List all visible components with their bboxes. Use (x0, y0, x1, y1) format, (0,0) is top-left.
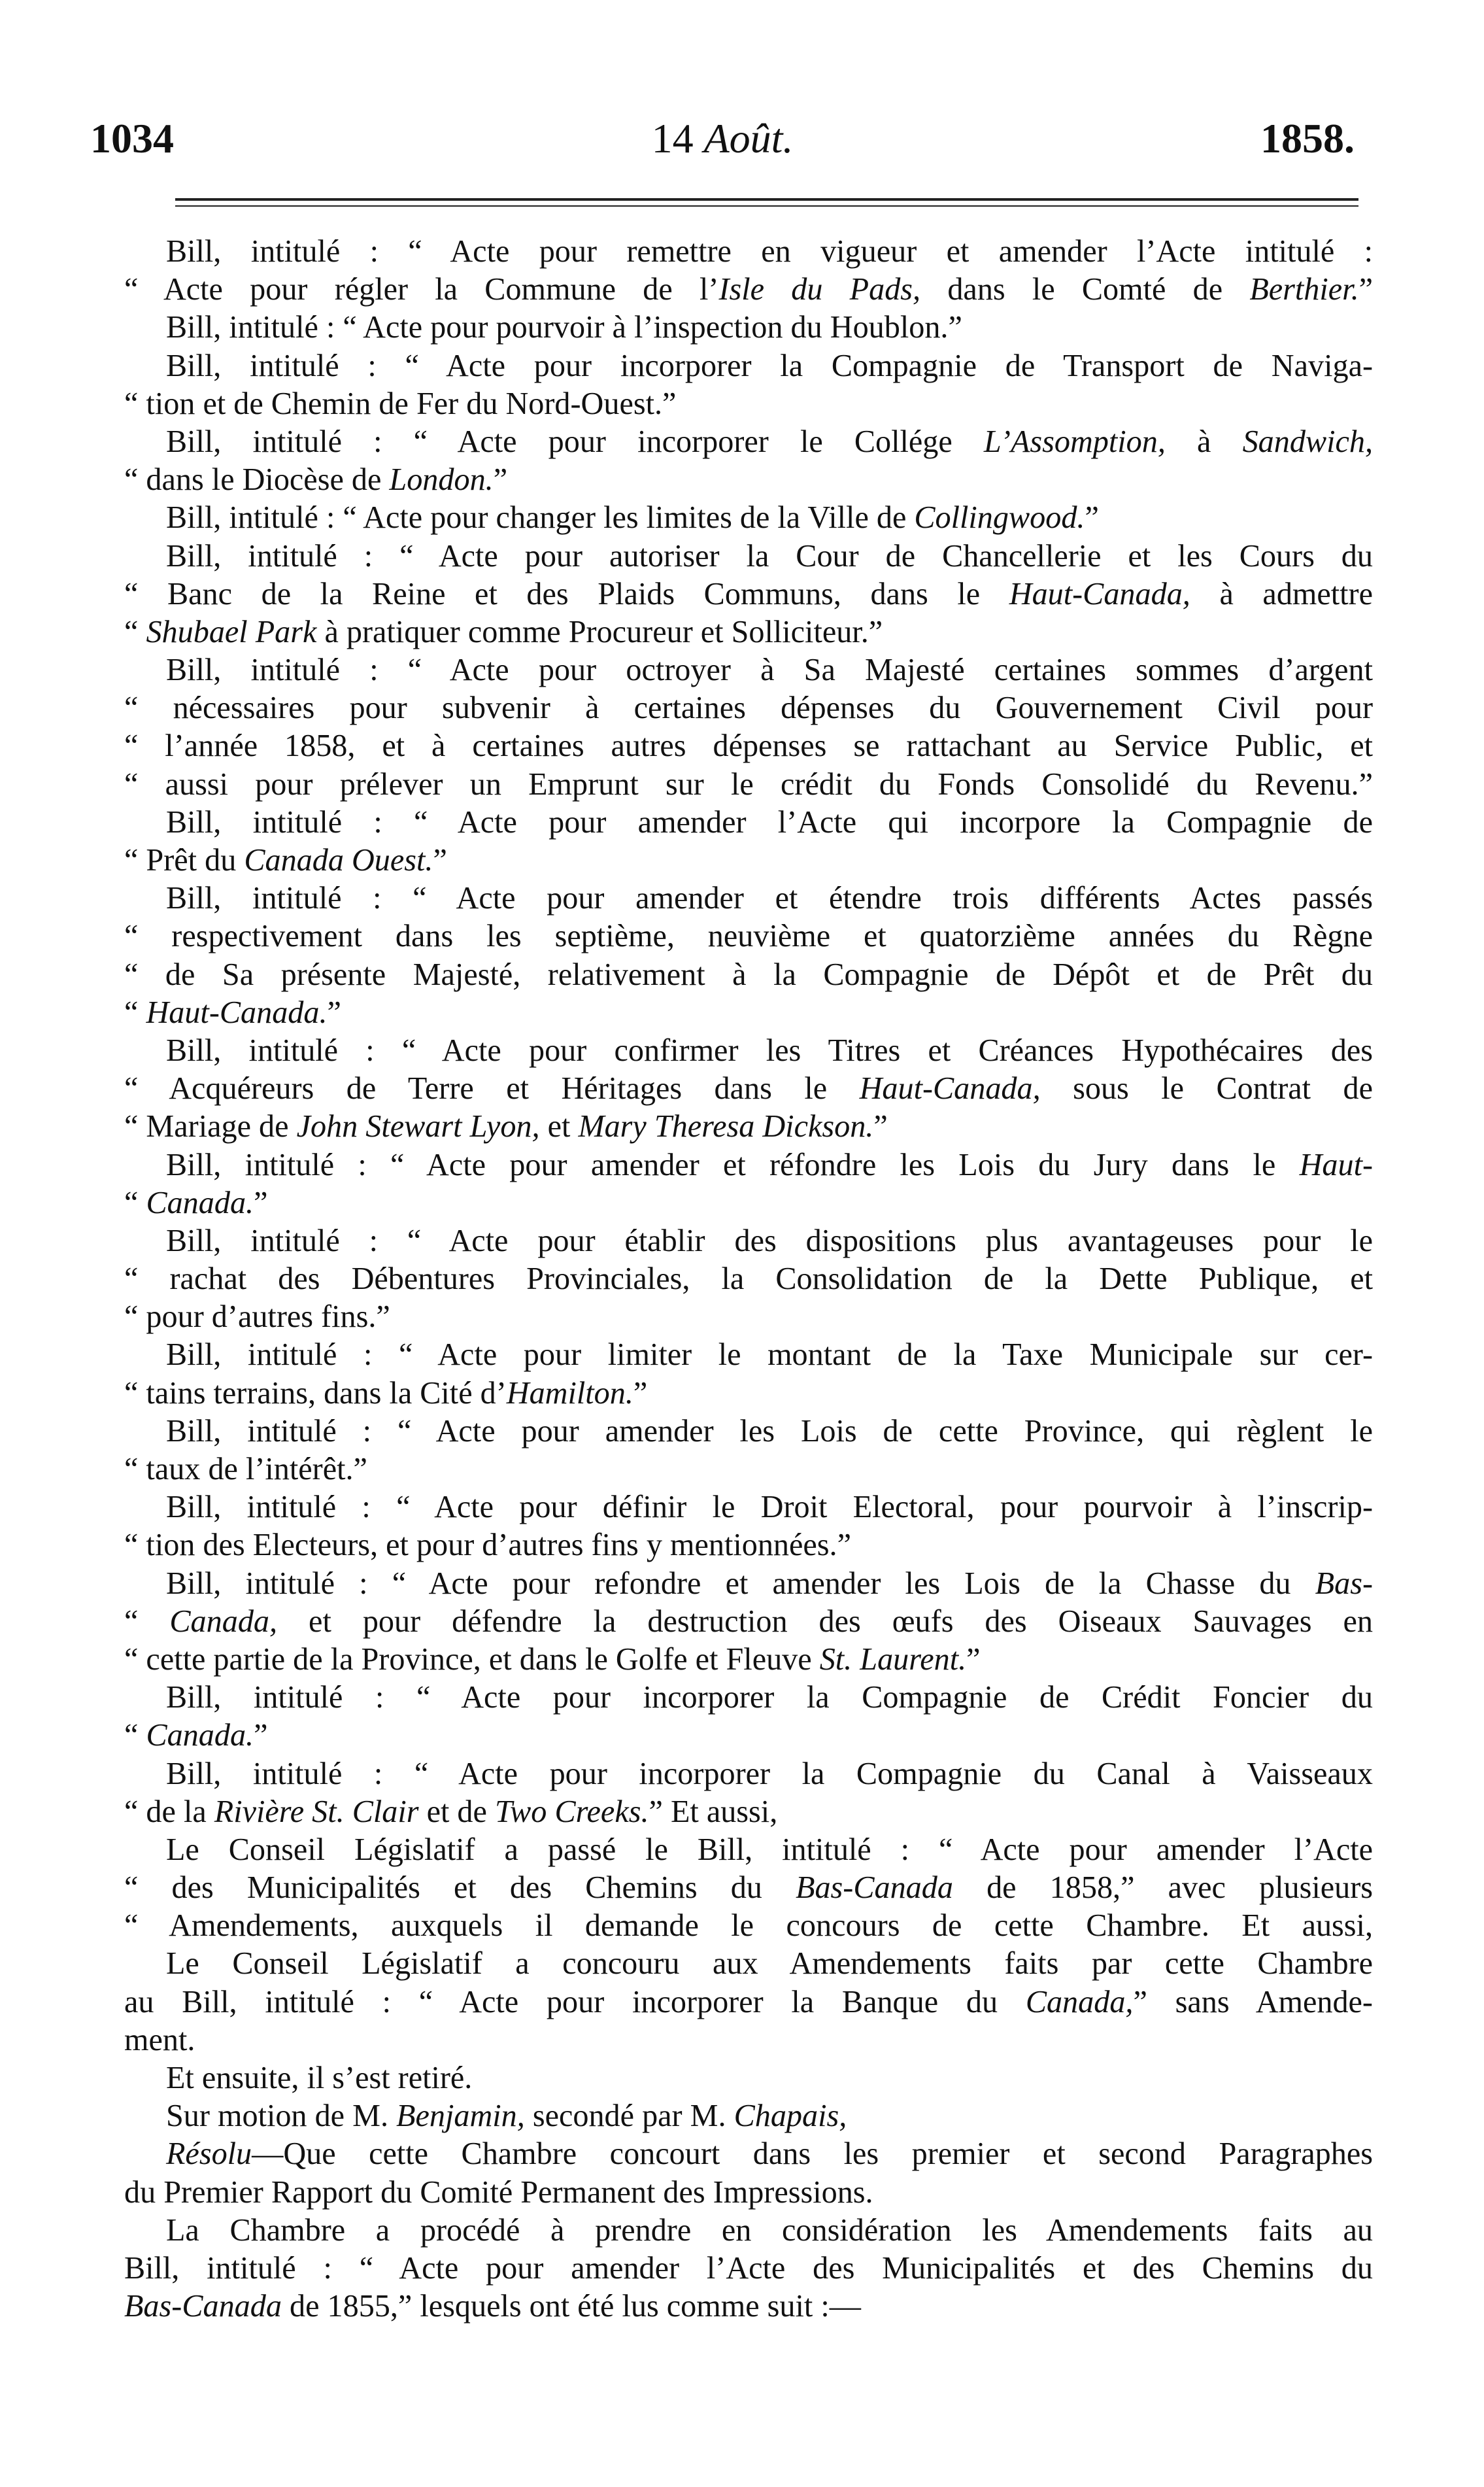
italic-text: John Stewart Lyon, (296, 1109, 540, 1144)
text-line (124, 1298, 1373, 1336)
text-segment: ” (433, 843, 447, 878)
italic-text: Sandwich, (1242, 424, 1373, 459)
text-segment: Bill, intitulé : “ Acte pour refondre et amender les Lois de la Chasse du (166, 1566, 1315, 1601)
text-line (124, 1945, 1373, 1983)
text-segment: Bill, intitulé : “ Acte pour amender l’Acte des Municipalités et des Chemins du (124, 2250, 1373, 2286)
italic-text: Collingwood. (914, 500, 1085, 536)
text-line (124, 1717, 1373, 1755)
text-segment: “ rachat des Débentures Provinciales, la Consolidation de la Dette Publique, et (124, 1261, 1373, 1297)
text-segment: Bill, intitulé : “ Acte pour remettre en vigueur et amender l’Acte intitulé : (166, 234, 1373, 269)
text-segment: “ respectivement dans les septième, neuvième et quatorzième années du Règne (124, 919, 1373, 954)
header-rule-thin (175, 205, 1358, 207)
text-line (124, 1565, 1373, 1603)
text-segment: à pratiquer comme Procureur et Solliciteur.” (316, 614, 883, 649)
text-segment: Sur motion de M. (166, 2099, 397, 2134)
text-segment: “ Mariage de (124, 1109, 297, 1144)
text-segment: et (539, 1109, 579, 1144)
text-segment: —Que cette Chambre concourt dans les premier et second Paragraphes (252, 2136, 1373, 2172)
text-segment: Bill, intitulé : “ Acte pour autoriser la Cour de Chancellerie et les Cours du (166, 538, 1373, 574)
text-segment: Bill, intitulé : “ Acte pour incorporer la Compagnie de Crédit Foncier du (166, 1680, 1373, 1715)
text-segment: “ Acte pour régler la Commune de l’ (124, 272, 719, 307)
text-line (124, 613, 1373, 651)
italic-text: Haut-Canada, (859, 1071, 1041, 1106)
italic-text: Bas- (1315, 1566, 1373, 1601)
italic-text: Hamilton. (506, 1375, 633, 1411)
text-segment: “ cette partie de la Province, et dans le Golfe et Fleuve (124, 1641, 820, 1677)
text-line (124, 1983, 1373, 2021)
text-line (124, 2059, 1373, 2097)
text-segment: Bill, intitulé : “ Acte pour octroyer à Sa Majesté certaines sommes d’argent (166, 653, 1373, 688)
text-segment: ” (633, 1375, 648, 1411)
text-segment: Et ensuite, il s’est retiré. (166, 2061, 473, 2095)
text-line (124, 880, 1373, 918)
text-line (124, 689, 1373, 727)
text-line (124, 727, 1373, 765)
text-segment: “ (124, 1185, 146, 1220)
text-line (124, 804, 1373, 842)
italic-text: Isle du Pads, (718, 272, 921, 307)
text-segment: Bill, intitulé : “ Acte pour incorporer le Collége (166, 424, 984, 459)
text-line (124, 1222, 1373, 1260)
header-date (90, 112, 1355, 165)
italic-text: Two Creeks. (494, 1794, 649, 1829)
text-segment: Bill, intitulé : “ Acte pour incorporer la Compagnie de Transport de Naviga- (166, 348, 1373, 383)
text-line (124, 347, 1373, 385)
text-segment: Bill, intitulé : “ Acte pour amender et étendre trois différents Actes passés (166, 881, 1373, 916)
text-line (124, 1488, 1373, 1526)
italic-text: Canada, (1025, 1984, 1134, 2019)
text-line (124, 2212, 1373, 2250)
journal-text (124, 233, 1373, 2325)
italic-text: Haut- (1299, 1147, 1373, 1182)
text-segment: “ de Sa présente Majesté, relativement à la Compagnie de Dépôt et de Prêt du (124, 957, 1373, 992)
page-number: 1034 (90, 115, 174, 162)
text-line (124, 2021, 1373, 2059)
text-segment: “ Acquéreurs de Terre et Héritages dans le (124, 1071, 860, 1106)
text-line (124, 2174, 1373, 2212)
text-line (124, 842, 1373, 880)
text-segment: “ nécessaires pour subvenir à certaines dépenses du Gouvernement Civil pour (124, 691, 1373, 726)
text-segment: “ tion et de Chemin de Fer du Nord-Ouest.” (124, 386, 677, 421)
text-line (124, 271, 1373, 309)
text-segment: “ l’année 1858, et à certaines autres dépenses se rattachant au Service Public, et (124, 729, 1373, 764)
text-segment: Bill, intitulé : “ Acte pour amender et réfondre les Lois du Jury dans le (166, 1147, 1300, 1182)
text-line (124, 956, 1373, 994)
text-segment: “ (124, 995, 146, 1030)
text-line (124, 1831, 1373, 1869)
text-line (124, 1108, 1373, 1146)
text-line (124, 2250, 1373, 2288)
text-segment: “ de la (124, 1794, 214, 1829)
italic-text: Benjamin, (396, 2099, 525, 2134)
text-line (124, 651, 1373, 689)
text-segment: “ aussi pour prélever un Emprunt sur le crédit du Fonds Consolidé du Revenu.” (124, 766, 1373, 802)
text-segment: dans le Comté de (920, 272, 1250, 307)
text-line (124, 1755, 1373, 1793)
text-segment: ment. (124, 2022, 195, 2057)
italic-text: Haut-Canada. (146, 995, 328, 1030)
italic-text: L’Assomption, (983, 424, 1166, 459)
text-segment: “ Prêt du (124, 843, 245, 878)
text-segment: “ Amendements, auxquels il demande le concours de cette Chambre. Et aussi, (124, 1908, 1373, 1944)
header-day: 14 (651, 115, 694, 162)
text-segment: ” (1085, 500, 1099, 536)
italic-text: Chapais, (734, 2099, 847, 2134)
italic-text: Shubael Park (146, 614, 317, 649)
text-segment: “ tains terrains, dans la Cité d’ (124, 1375, 507, 1411)
header-month: Août. (703, 115, 794, 162)
text-line (124, 499, 1373, 537)
text-segment: Bill, intitulé : “ Acte pour incorporer la Compagnie du Canal à Vaisseaux (166, 1756, 1373, 1791)
text-line (124, 2097, 1373, 2135)
text-segment: “ pour d’autres fins.” (124, 1299, 390, 1335)
text-segment: de 1855,” lesquels ont été lus comme suit :— (281, 2289, 861, 2324)
text-segment: ” (254, 1185, 268, 1220)
text-segment: ” Et aussi, (649, 1794, 778, 1829)
text-segment: et pour défendre la destruction des œufs des Oiseaux Sauvages en (277, 1604, 1374, 1639)
text-line (124, 2288, 1373, 2325)
text-line (124, 461, 1373, 499)
text-segment: à (1165, 424, 1243, 459)
text-segment: au Bill, intitulé : “ Acte pour incorporer la Banque du (124, 1984, 1026, 2019)
text-line (124, 1260, 1373, 1298)
text-line (124, 538, 1373, 575)
italic-text: Haut-Canada, (1009, 576, 1190, 611)
header-year: 1858. (1260, 115, 1355, 162)
text-segment: “ (124, 614, 146, 649)
text-segment: et de (418, 1794, 495, 1829)
text-line (124, 1184, 1373, 1222)
text-line (124, 1413, 1373, 1450)
text-line (124, 1336, 1373, 1374)
text-segment: à admettre (1190, 576, 1373, 611)
text-segment: “ dans le Diocèse de (124, 462, 390, 498)
text-segment: de 1858,” avec plusieurs (953, 1870, 1373, 1906)
text-segment: “ (124, 1604, 170, 1639)
text-line (124, 1641, 1373, 1679)
italic-text: Berthier. (1249, 272, 1359, 307)
text-segment: ” (327, 995, 341, 1030)
text-line (124, 233, 1373, 271)
text-line (124, 1032, 1373, 1070)
text-segment: Le Conseil Législatif a concouru aux Amendements faits par cette Chambre (166, 1946, 1373, 1981)
text-segment: Bill, intitulé : “ Acte pour pourvoir à l’inspection du Houblon.” (166, 310, 962, 345)
text-line (124, 385, 1373, 423)
text-segment: Bill, intitulé : “ Acte pour limiter le montant de la Taxe Municipale sur cer- (166, 1337, 1373, 1373)
text-segment: du Premier Rapport du Comité Permanent des Impressions. (124, 2174, 873, 2210)
text-segment: Bill, intitulé : “ Acte pour établir des dispositions plus avantageuses pour le (166, 1223, 1373, 1258)
text-segment: La Chambre a procédé à prendre en considération les Amendements faits au (166, 2212, 1373, 2248)
text-line (124, 1375, 1373, 1413)
header-rule (175, 198, 1358, 201)
italic-text: Canada. (146, 1185, 254, 1220)
text-line (124, 1869, 1373, 1907)
text-segment: ” (254, 1718, 268, 1753)
text-segment: Bill, intitulé : “ Acte pour définir le Droit Electoral, pour pourvoir à l’inscrip- (166, 1490, 1373, 1525)
text-segment: Bill, intitulé : “ Acte pour amender les Lois de cette Province, qui règlent le (166, 1413, 1373, 1449)
italic-text: Canada, (169, 1604, 278, 1639)
text-line (124, 1679, 1373, 1717)
text-segment: ” (1358, 272, 1374, 307)
text-segment: ” (493, 462, 508, 498)
italic-text: Mary Theresa Dickson. (578, 1109, 874, 1144)
italic-text: Canada. (146, 1718, 254, 1753)
text-segment: Bill, intitulé : “ Acte pour confirmer les Titres et Créances Hypothécaires des (166, 1033, 1373, 1068)
text-segment: “ taux de l’intérêt.” (124, 1452, 367, 1486)
text-segment: Bill, intitulé : “ Acte pour changer les limites de la Ville de (166, 500, 915, 536)
text-line (124, 1146, 1373, 1184)
text-segment: “ (124, 1718, 146, 1753)
text-line (124, 1907, 1373, 1945)
page-header (90, 112, 1355, 165)
text-segment: ” (966, 1641, 981, 1677)
italic-text: Bas-Canada (796, 1870, 953, 1906)
text-line (124, 918, 1373, 955)
text-line (124, 423, 1373, 461)
text-line (124, 1450, 1373, 1488)
italic-text: Résolu (166, 2136, 252, 2172)
text-line (124, 309, 1373, 347)
italic-text: London. (389, 462, 494, 498)
text-segment: “ des Municipalités et des Chemins du (124, 1870, 796, 1906)
italic-text: St. Laurent. (819, 1641, 967, 1677)
text-segment: “ Banc de la Reine et des Plaids Communs, dans le (124, 576, 1009, 611)
italic-text: Rivière St. Clair (214, 1794, 419, 1829)
text-line (124, 2135, 1373, 2173)
text-segment: “ tion des Electeurs, et pour d’autres fins y mentionnées.” (124, 1528, 851, 1563)
text-segment: sous le Contrat de (1040, 1071, 1373, 1106)
text-line (124, 1070, 1373, 1108)
text-line (124, 575, 1373, 613)
text-segment: Bill, intitulé : “ Acte pour amender l’Acte qui incorpore la Compagnie de (166, 804, 1373, 840)
text-segment: Le Conseil Législatif a passé le Bill, intitulé : “ Acte pour amender l’Acte (166, 1832, 1373, 1867)
text-segment: ” sans Amende- (1133, 1984, 1373, 2019)
text-line (124, 1793, 1373, 1831)
text-segment: secondé par M. (524, 2099, 734, 2134)
text-line (124, 766, 1373, 804)
italic-text: Bas-Canada (124, 2289, 282, 2324)
text-line (124, 994, 1373, 1032)
text-line (124, 1526, 1373, 1564)
text-line (124, 1603, 1373, 1641)
italic-text: Canada Ouest. (244, 843, 433, 878)
text-segment: ” (873, 1109, 888, 1144)
